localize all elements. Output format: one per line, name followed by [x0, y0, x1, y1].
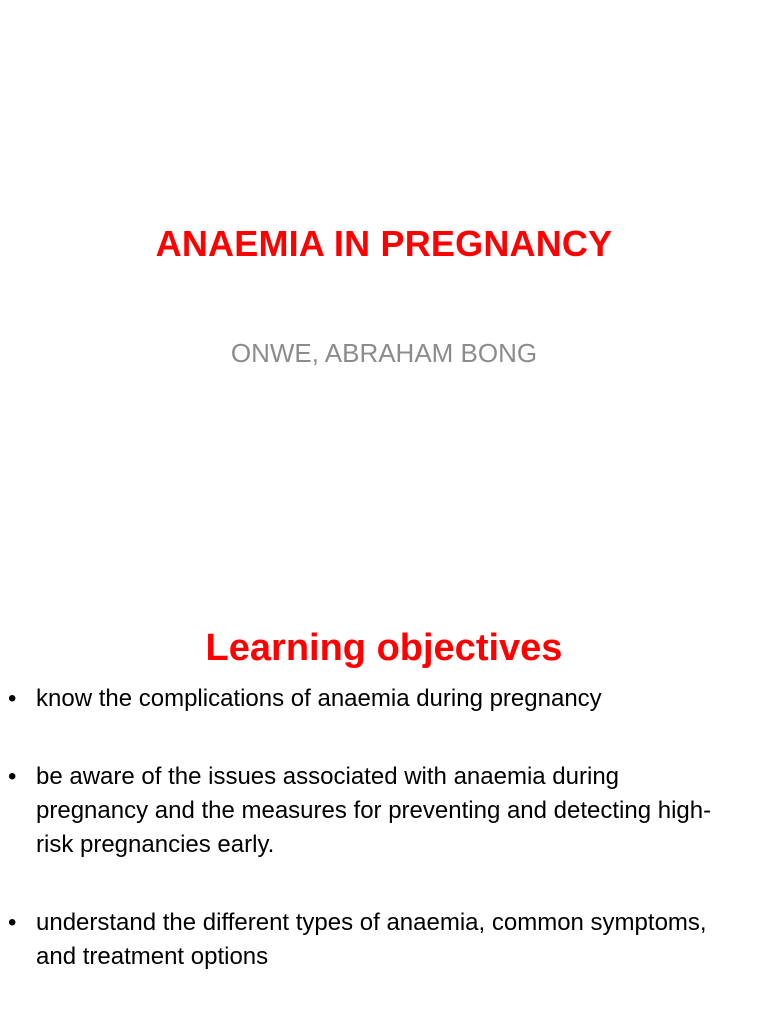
bullet-icon: • — [8, 685, 17, 712]
bullet-icon: • — [8, 763, 17, 790]
list-item — [0, 906, 768, 974]
learning-objectives-slide — [0, 576, 768, 1024]
bullet-text: understand the different types of anaemia, common symptoms, and treatment options — [36, 909, 707, 970]
bullet-icon: • — [8, 909, 17, 936]
bullet-text: be aware of the issues associated with anaemia during pregnancy and the measures for preventing and detecting high-risk pregnancies early. — [36, 763, 712, 858]
presentation-title: ANAEMIA IN PREGNANCY — [155, 223, 613, 264]
author-subtitle: ONWE, ABRAHAM BONG — [230, 338, 538, 368]
list-item — [0, 760, 768, 862]
bullet-text: know the complications of anaemia during pregnancy — [36, 685, 602, 712]
slide-title: Learning objectives — [205, 627, 563, 669]
list-item — [0, 682, 768, 716]
objectives-list — [0, 682, 768, 974]
